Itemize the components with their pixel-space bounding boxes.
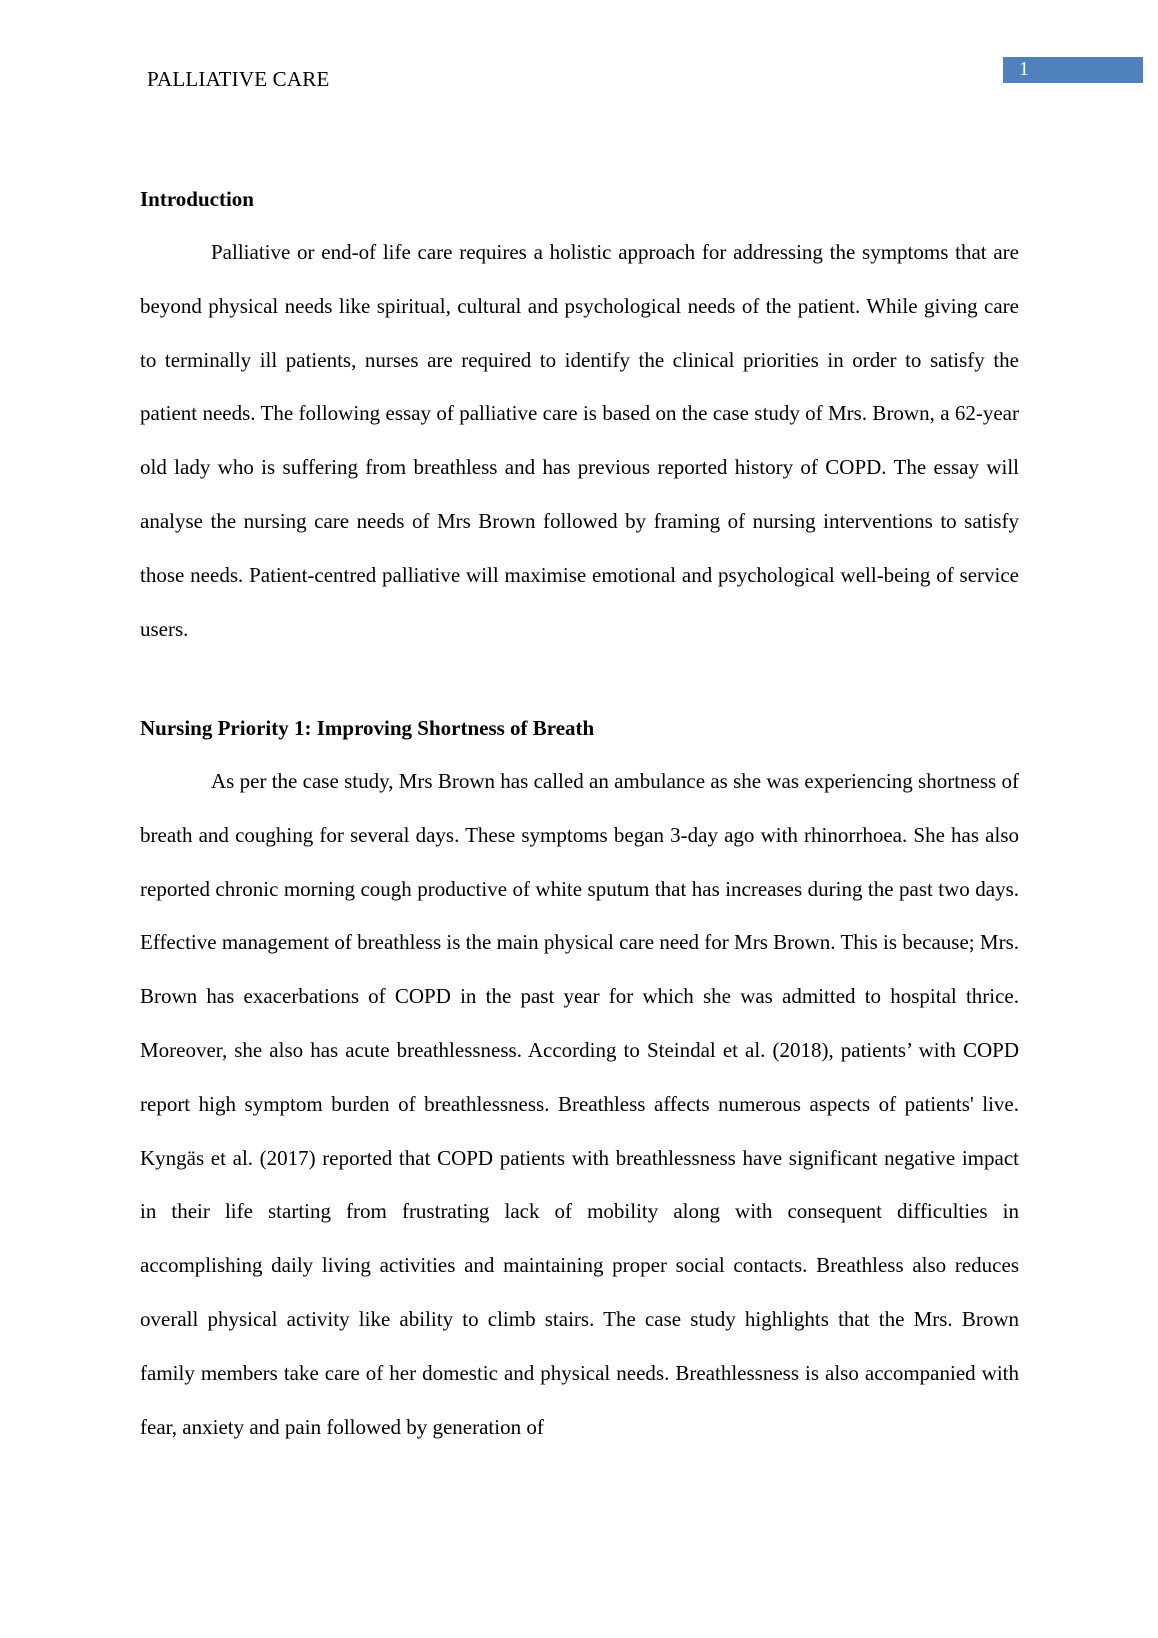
running-head: PALLIATIVE CARE (147, 67, 330, 91)
paragraph-nursing-priority-1: As per the case study, Mrs Brown has called an ambulance as she was experiencing shortness of breath and coughing for several days. These symptoms began 3-day ago with rhinorrhoea. She has also reported chronic morning cough productive of white sputum that has increases during the past two days. Effective management of breathless is the main physical care need for Mrs Brown. This is because; Mrs. Brown has exacerbations of COPD in the past year for which she was admitted to hospital thrice. Moreover, she also has acute breathlessness. According to Steindal et al. (2018), patients’ with COPD report high symptom burden of breathlessness. Breathless affects numerous aspects of patients' live. Kyngäs et al. (2017) reported that COPD patients with breathlessness have significant negative impact in their life starting from frustrating lack of mobility along with consequent difficulties in accomplishing daily living activities and maintaining proper social contacts. Breathless also reduces overall physical activity like ability to climb stairs. The case study highlights that the Mrs. Brown family members take care of her domestic and physical needs. Breathlessness is also accompanied with fear, anxiety and pain followed by generation of (140, 769, 1019, 1439)
page-number: 1 (1019, 58, 1029, 80)
section-heading-nursing-priority-1: Nursing Priority 1: Improving Shortness of Breath (140, 716, 595, 740)
page-number-box (1003, 57, 1143, 83)
paragraph-introduction: Palliative or end-of life care requires a holistic approach for addressing the symptoms that are beyond physical needs like spiritual, cultural and psychological needs of the patient. While giving care to terminally ill patients, nurses are required to identify the clinical priorities in order to satisfy the patient needs. The following essay of palliative care is based on the case study of Mrs. Brown, a 62-year old lady who is suffering from breathless and has previous reported history of COPD. The essay will analyse the nursing care needs of Mrs Brown followed by framing of nursing interventions to satisfy those needs. Patient-centred palliative will maximise emotional and psychological well-being of service users. (140, 240, 1019, 641)
section-heading-introduction: Introduction (140, 187, 254, 211)
